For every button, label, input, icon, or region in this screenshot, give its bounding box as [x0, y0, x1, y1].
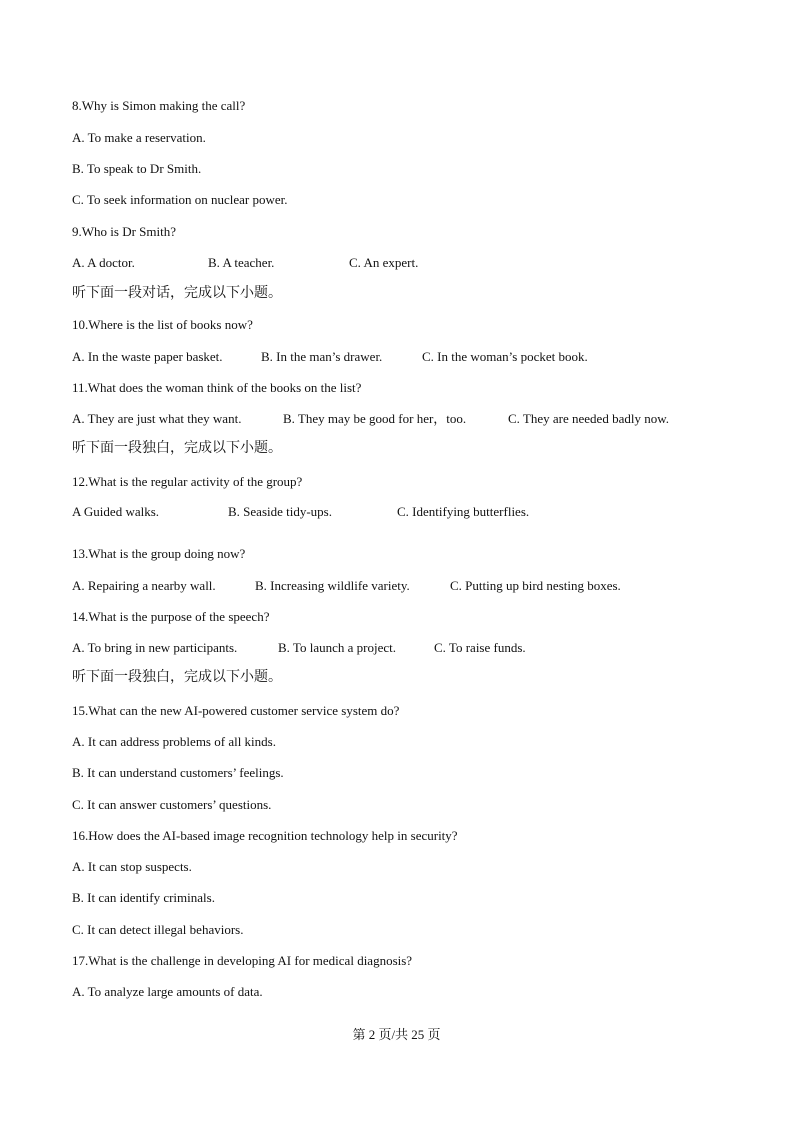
- question-15-option-b: B. It can understand customers’ feelings.: [72, 765, 284, 780]
- question-12-option-c: C. Identifying butterflies.: [397, 504, 530, 519]
- question-13: 13.What is the group doing now?: [72, 546, 246, 561]
- question-16-option-c: C. It can detect illegal behaviors.: [72, 922, 244, 937]
- question-17: 17.What is the challenge in developing AI for medical diagnosis?: [72, 953, 413, 968]
- question-10-option-b: B. In the man’s drawer.: [261, 349, 383, 364]
- question-12-option-a: A Guided walks.: [72, 504, 160, 519]
- question-8: 8.Why is Simon making the call?: [72, 98, 246, 113]
- question-15-option-c: C. It can answer customers’ questions.: [72, 797, 272, 812]
- question-10-option-c: C. In the woman’s pocket book.: [422, 349, 588, 364]
- question-14-option-c: C. To raise funds.: [434, 640, 526, 655]
- question-9-option-a: A. A doctor.: [72, 255, 135, 270]
- question-11-option-b: B. They may be good for her，too.: [283, 411, 467, 426]
- question-10-option-a: A. In the waste paper basket.: [72, 349, 223, 364]
- question-10: 10.Where is the list of books now?: [72, 317, 253, 332]
- question-9: 9.Who is Dr Smith?: [72, 224, 176, 239]
- question-12-option-b: B. Seaside tidy-ups.: [228, 504, 332, 519]
- question-16-option-b: B. It can identify criminals.: [72, 890, 215, 905]
- question-14-option-a: A. To bring in new participants.: [72, 640, 238, 655]
- question-17-option-a: A. To analyze large amounts of data.: [72, 984, 263, 999]
- question-16: 16.How does the AI-based image recognition technology help in security?: [72, 828, 458, 843]
- question-12: 12.What is the regular activity of the group?: [72, 474, 303, 489]
- question-11-option-a: A. They are just what they want.: [72, 411, 242, 426]
- question-8-option-b: B. To speak to Dr Smith.: [72, 161, 202, 176]
- question-13-option-b: B. Increasing wildlife variety.: [255, 578, 410, 593]
- question-14: 14.What is the purpose of the speech?: [72, 609, 270, 624]
- question-13-option-c: C. Putting up bird nesting boxes.: [450, 578, 621, 593]
- question-8-option-c: C. To seek information on nuclear power.: [72, 192, 288, 207]
- question-9-option-b: B. A teacher.: [208, 255, 275, 270]
- question-15-option-a: A. It can address problems of all kinds.: [72, 734, 276, 749]
- question-13-option-a: A. Repairing a nearby wall.: [72, 578, 216, 593]
- question-8-option-a: A. To make a reservation.: [72, 130, 206, 145]
- question-16-option-a: A. It can stop suspects.: [72, 859, 192, 874]
- question-14-option-b: B. To launch a project.: [278, 640, 396, 655]
- question-9-option-c: C. An expert.: [349, 255, 419, 270]
- question-15: 15.What can the new AI-powered customer service system do?: [72, 703, 400, 718]
- page-number-footer: 第 2 页/共 25 页: [352, 1027, 441, 1042]
- question-11-option-c: C. They are needed badly now.: [508, 411, 670, 426]
- section-heading-monologue-1: 听下面一段独白，完成以下小题。: [72, 440, 282, 456]
- section-heading-monologue-2: 听下面一段独白，完成以下小题。: [72, 669, 282, 685]
- section-heading-dialogue: 听下面一段对话，完成以下小题。: [72, 285, 282, 301]
- question-11: 11.What does the woman think of the books on the list?: [72, 380, 362, 395]
